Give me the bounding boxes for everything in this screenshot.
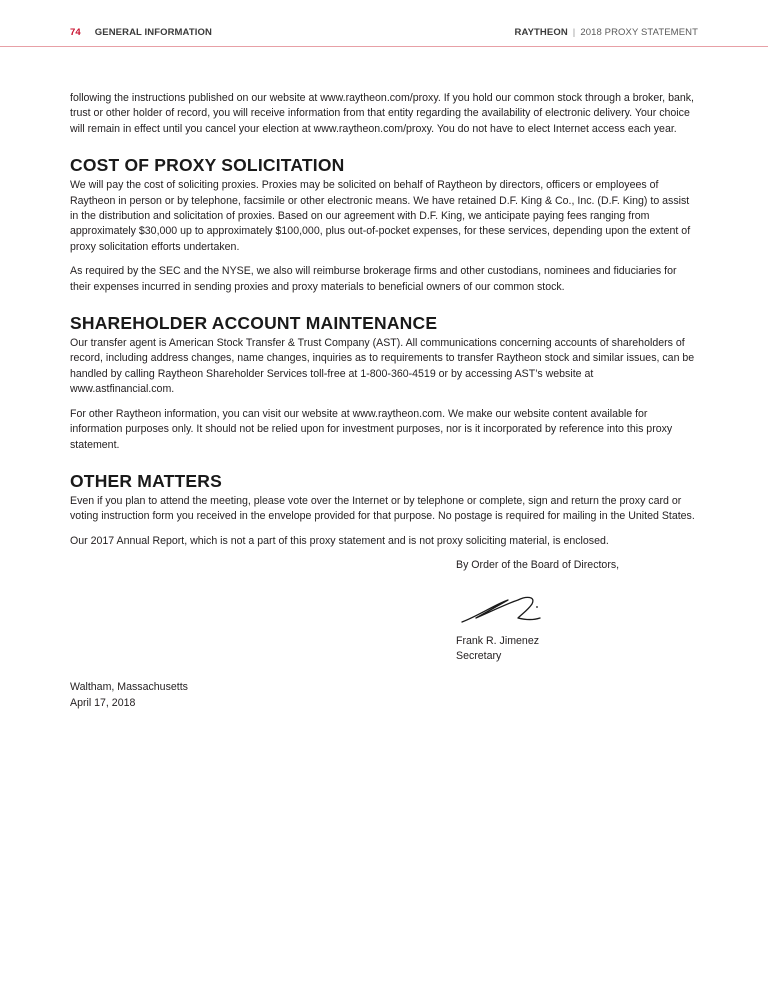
heading-other-matters: OTHER MATTERS bbox=[70, 470, 222, 491]
header-separator: | bbox=[572, 26, 576, 38]
paragraph-shareholder-2: For other Raytheon information, you can visit our website at www.raytheon.com. We make our website content available for information purposes only. It should not be relied upon for investment purposes, nor is it incorporated by reference into this proxy statement. bbox=[70, 407, 673, 451]
signatory-title: Secretary bbox=[456, 649, 502, 662]
date-text: April 17, 2018 bbox=[70, 696, 136, 709]
page-header bbox=[70, 25, 698, 39]
closing-line: By Order of the Board of Directors, bbox=[456, 559, 620, 572]
header-divider bbox=[0, 46, 768, 47]
page-number: 74 bbox=[70, 26, 81, 38]
document-body bbox=[70, 91, 698, 711]
header-left bbox=[70, 27, 212, 38]
header-right bbox=[515, 27, 698, 38]
brand-name: RAYTHEON bbox=[514, 26, 568, 38]
heading-shareholder-account-maintenance: SHAREHOLDER ACCOUNT MAINTENANCE bbox=[70, 313, 438, 334]
publication-title: 2018 PROXY STATEMENT bbox=[580, 26, 698, 38]
paragraph-other-2: Our 2017 Annual Report, which is not a part of this proxy statement and is not proxy soliciting material, is enclosed. bbox=[70, 534, 609, 547]
location-text: Waltham, Massachusetts bbox=[70, 681, 188, 694]
paragraph-cost-2: As required by the SEC and the NYSE, we also will reimburse brokerage firms and other custodians, nominees and fiduciaries for their expenses incurred in sending proxies and proxy materials to beneficial owners of our common stock. bbox=[70, 265, 677, 293]
location-date-block bbox=[70, 680, 698, 711]
heading-cost-of-proxy-solicitation: COST OF PROXY SOLICITATION bbox=[70, 155, 345, 176]
paragraph-other-1: Even if you plan to attend the meeting, please vote over the Internet or by telephone or complete, sign and return the proxy card or voting instruction form you received in the envelope provided for that purpose. No postage is required for mailing in the United States. bbox=[70, 494, 695, 523]
paragraph-shareholder-1: Our transfer agent is American Stock Transfer & Trust Company (AST). All communications concerning accounts of shareholders of record, including address changes, name changes, inquiries as to requirements to transfer Raytheon stock and similar issues, can be handled by calling Raytheon Shareholder Services toll-free at 1-800-360-4519 or by accessing AST’s website at www.astfinancial.com. bbox=[70, 337, 695, 396]
signatory-name: Frank R. Jimenez bbox=[456, 634, 540, 647]
paragraph-cost-1: We will pay the cost of soliciting proxies. Proxies may be solicited on behalf of Raytheon by directors, officers or employees of Raytheon in person or by telephone, facsimile or other electronic means. We have retained D.F. King & Co., Inc. (D.F. King) to assist in the distribution and solicitation of proxies. Based on our agreement with D.F. King, we anticipate paying fees ranging from approximately $30,000 up to approximately $100,000, plus out-of-pocket expenses, for these services, depending upon the extent of proxy solicitation efforts undertaken. bbox=[70, 179, 691, 253]
intro-paragraph: following the instructions published on our website at www.raytheon.com/proxy. If you hold our common stock through a broker, bank, trust or other holder of record, you will receive information from that entity regarding the availability of electronic delivery. Your choice will remain in effect until you cancel your election at www.raytheon.com/proxy. You do not have to elect Internet access each year. bbox=[70, 92, 694, 135]
handwritten-signature bbox=[456, 574, 556, 634]
section-label: GENERAL INFORMATION bbox=[94, 26, 212, 38]
signoff-block bbox=[456, 558, 698, 664]
